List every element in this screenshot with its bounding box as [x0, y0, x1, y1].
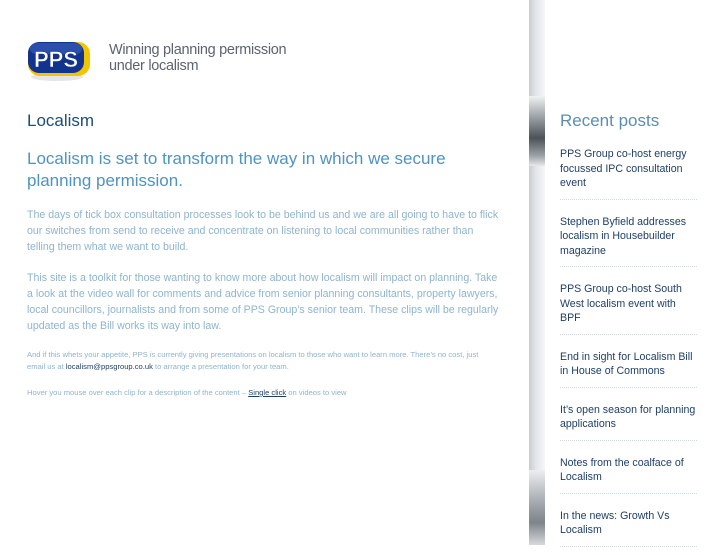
toolkit-paragraph: This site is a toolkit for those wanting to know more about how localism will impact on planning. Take a look at the video wall for comments and advice from senior planning consultants, property lawyers, local councillors, journalists and from some of PPS Group’s senior team. These clips will be regularly updated as the Bill works its way into law.	[27, 272, 499, 332]
tagline-line-1: Winning planning permission	[109, 42, 287, 58]
recent-posts-list	[560, 140, 697, 555]
hover-instructions-text: Hover you mouse over each clip for a description of the content –	[27, 388, 249, 397]
logo-text: PPS	[33, 47, 79, 72]
recent-post-link[interactable]: PPS Group co-host South West localism event with BPF	[560, 275, 697, 335]
intro-paragraph: The days of tick box consultation processes look to be behind us and we are all going to have to flick our switches from send to receive and concentrate on listening to local communities rather than telling them what we want to build.	[27, 209, 499, 253]
presentation-note-text-end: to arrange a presentation for your team.	[152, 362, 289, 371]
presentation-note-text: And if this whets your appetite, PPS is currently giving presentations on localism to those who want to learn more. There’s no cost, just email us at	[27, 350, 479, 371]
lead-text: Localism is set to transform the way in which we secure planning permission.	[27, 149, 446, 190]
decorative-strip	[529, 0, 545, 545]
recent-posts-title: Recent posts	[560, 111, 660, 130]
decorative-strip-shade-lower	[529, 470, 545, 545]
recent-post-link[interactable]: End in sight for Localism Bill in House of Commons	[560, 343, 697, 388]
recent-post-link[interactable]: Stephen Byfield addresses localism in Housebuilder magazine	[560, 208, 697, 268]
hover-instructions	[27, 387, 497, 399]
single-click-link[interactable]: Single click	[248, 388, 287, 397]
email-link[interactable]: localism@ppsgroup.co.uk	[65, 362, 153, 371]
recent-post-link[interactable]: In the news: Growth Vs Localism	[560, 502, 697, 547]
page-title: Localism	[27, 111, 95, 130]
tagline-line-2: under localism	[109, 58, 199, 74]
pps-logo[interactable]	[27, 40, 93, 82]
presentation-note	[27, 349, 497, 373]
decorative-strip-shade	[529, 96, 545, 166]
recent-post-link[interactable]: PPS Group co-host energy focussed IPC consultation event	[560, 140, 697, 200]
recent-post-link[interactable]: It’s open season for planning applications	[560, 396, 697, 441]
recent-post-link[interactable]: Notes from the coalface of Localism	[560, 449, 697, 494]
tagline	[109, 42, 309, 74]
hover-instructions-text-end: on videos to view	[286, 388, 347, 397]
